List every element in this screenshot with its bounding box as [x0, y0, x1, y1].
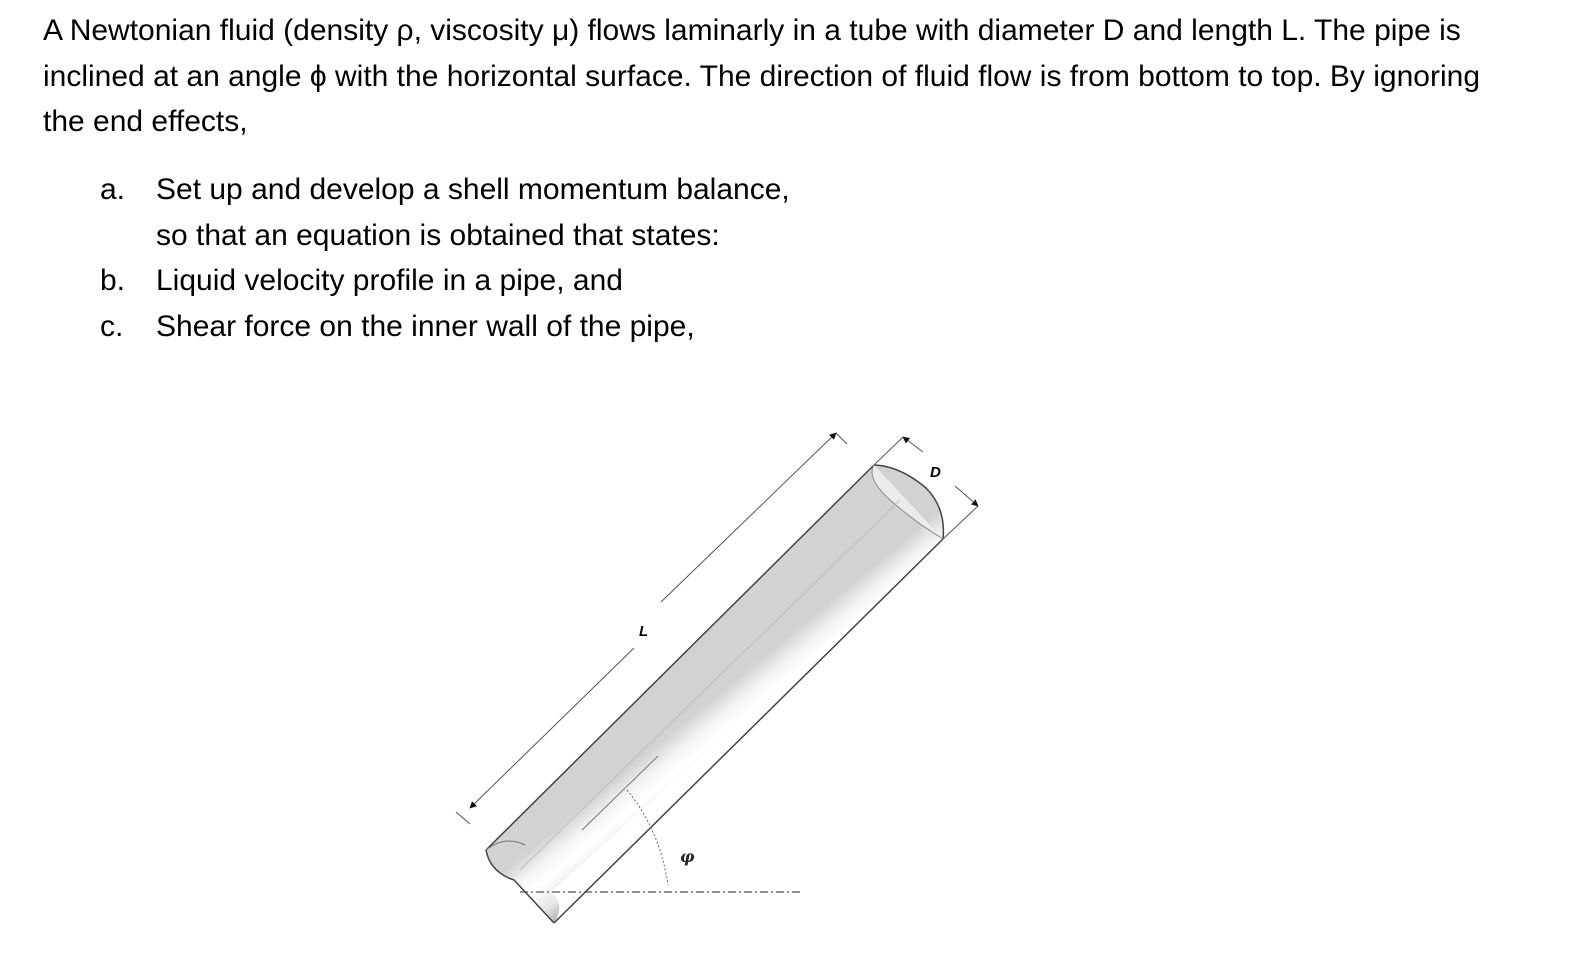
task-text-a-line2: so that an equation is obtained that states: [156, 218, 720, 252]
problem-statement: A Newtonian fluid (density ρ, viscosity μ) flows laminarly in a tube with diameter D and length L. The pipe is inclined at an angle ϕ with the horizontal surface. The direction of fluid flow is from bottom to top. By ignoring the end effects, [43, 14, 1481, 138]
length-label: L [639, 623, 649, 640]
task-text-b: Liquid velocity profile in a pipe, and [156, 264, 623, 297]
task-text-a-line1: Set up and develop a shell momentum balance, [156, 173, 790, 206]
task-marker-a: a. [100, 173, 126, 206]
task-item-c [0, 304, 1000, 350]
task-item-a [0, 167, 1000, 258]
pipe-body [486, 465, 943, 923]
task-text-c: Shear force on the inner wall of the pipe, [156, 309, 695, 343]
inclined-pipe-figure [420, 410, 1040, 950]
task-marker-c: c. [100, 309, 124, 343]
task-marker-b: b. [100, 264, 126, 297]
diameter-label: D [930, 464, 941, 481]
task-list [0, 167, 1000, 349]
task-item-b [0, 258, 1000, 304]
angle-label: φ [680, 847, 695, 866]
